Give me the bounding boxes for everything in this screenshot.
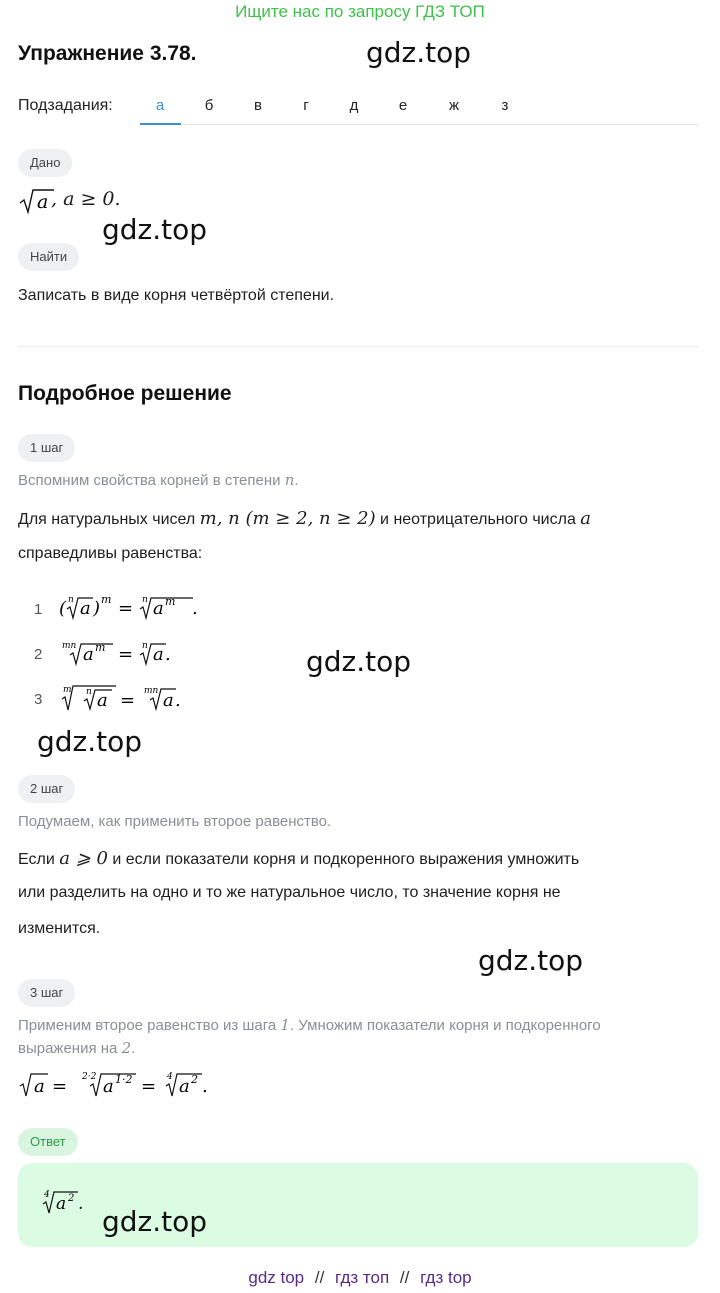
- footer-link-gdz-top-ru[interactable]: гдз топ: [335, 1268, 390, 1287]
- tab-subtask-zh[interactable]: ж: [448, 97, 460, 114]
- watermark: gdz.top: [37, 725, 143, 758]
- equation-3-formula: [58, 680, 218, 718]
- answer-formula-svg: [40, 1186, 100, 1218]
- page-title: Упражнение 3.78.: [18, 42, 197, 65]
- watermark: gdz.top: [102, 1205, 208, 1238]
- answer-formula: [40, 1186, 100, 1223]
- svg-text:=: =: [118, 598, 134, 619]
- tab-subtask-b[interactable]: б: [204, 97, 214, 114]
- step3-hint-a: Применим второе равенство из шага: [18, 1017, 281, 1034]
- tab-subtask-a[interactable]: а: [155, 97, 165, 114]
- tabs-divider: [140, 124, 698, 125]
- step2-text-a: Если: [18, 851, 60, 868]
- equation-number-3: 3: [34, 691, 43, 708]
- step3-hint-line2: [18, 1039, 135, 1057]
- svg-text:.: .: [165, 644, 171, 665]
- equation-1-formula: [58, 590, 218, 626]
- find-chip: Найти: [18, 243, 79, 271]
- svg-text:a: a: [56, 1194, 67, 1214]
- footer-link-gdz-top[interactable]: gdz top: [248, 1268, 305, 1287]
- svg-text:.: .: [192, 598, 198, 619]
- svg-text:): ): [93, 598, 101, 619]
- footer-separator: //: [399, 1268, 410, 1287]
- svg-text:.: .: [202, 1076, 208, 1097]
- svg-text:=: =: [118, 644, 134, 665]
- svg-text:=: =: [52, 1076, 68, 1097]
- step1-hint-var: n: [284, 471, 295, 489]
- svg-text:n: n: [86, 687, 92, 697]
- svg-text:m: m: [165, 595, 176, 608]
- svg-text:=: =: [120, 690, 136, 711]
- svg-text:2·2: 2·2: [82, 1072, 97, 1082]
- svg-text:.: .: [78, 1194, 84, 1214]
- step3-hint2-a: выражения на: [18, 1040, 122, 1057]
- step2-text-math: a ⩾ 0: [59, 848, 108, 869]
- given-formula: [18, 186, 158, 216]
- step2-text-line2: или разделить на одно и то же натуральное число, то значение корня не: [18, 884, 561, 901]
- svg-text:a: a: [153, 598, 164, 619]
- svg-text:a: a: [34, 1076, 45, 1097]
- svg-text:a: a: [80, 598, 91, 619]
- step2-text-line3: изменится.: [18, 920, 101, 937]
- watermark: gdz.top: [306, 645, 412, 678]
- tab-subtask-d[interactable]: д: [349, 97, 359, 114]
- step1-text-math: m, n (m ≥ 2, n ≥ 2): [199, 508, 376, 529]
- subtasks-label: Подзадания:: [18, 97, 113, 114]
- step3-hint2-num: 2: [121, 1039, 132, 1057]
- watermark: gdz.top: [478, 944, 584, 977]
- step2-text-b: и если показатели корня и подкоренного выражения умножить: [107, 851, 580, 868]
- watermark: gdz.top: [366, 36, 472, 69]
- step3-chip: 3 шаг: [18, 979, 75, 1007]
- step3-equation: [18, 1066, 238, 1107]
- given-chip: Дано: [18, 149, 72, 177]
- step1-text-b: и неотрицательного числа: [375, 511, 581, 528]
- footer-link-gdz-top-mixed[interactable]: гдз top: [420, 1268, 472, 1287]
- step3-equation-formula: [18, 1066, 238, 1102]
- svg-text:4: 4: [44, 1190, 50, 1200]
- equation-number-1: 1: [34, 601, 43, 618]
- svg-text:m: m: [63, 685, 72, 695]
- svg-text:.: .: [175, 690, 181, 711]
- step1-text-line2: справедливы равенства:: [18, 545, 203, 562]
- step1-text-a: Для натуральных чисел: [18, 511, 200, 528]
- step1-text-var: a: [580, 508, 592, 529]
- step1-hint: [18, 471, 299, 489]
- svg-text:a: a: [103, 1076, 114, 1097]
- svg-text:m: m: [101, 593, 112, 606]
- svg-text:m: m: [95, 641, 106, 654]
- svg-text:(: (: [59, 598, 67, 619]
- step2-text-line1: [18, 848, 579, 869]
- equation-2: [58, 636, 218, 677]
- tab-subtask-z[interactable]: з: [501, 97, 509, 114]
- svg-text:n: n: [142, 641, 148, 651]
- footer-links: [0, 1268, 720, 1288]
- solution-heading: Подробное решение: [18, 382, 232, 405]
- step3-hint-line1: [18, 1016, 601, 1034]
- watermark: gdz.top: [102, 213, 208, 246]
- given-condition: , a ≥ 0.: [51, 188, 121, 210]
- svg-text:4: 4: [167, 1072, 173, 1082]
- equation-3: [58, 680, 218, 723]
- equation-1: [58, 590, 218, 631]
- svg-text:2: 2: [191, 1073, 198, 1086]
- svg-text:mn: mn: [144, 686, 159, 696]
- active-tab-indicator: [140, 123, 181, 125]
- svg-text:2: 2: [68, 1193, 75, 1204]
- svg-text:n: n: [142, 595, 148, 605]
- search-banner: Ищите нас по запросу ГДЗ ТОП: [235, 2, 485, 21]
- equation-2-formula: [58, 636, 218, 672]
- svg-text:a: a: [163, 690, 174, 711]
- answer-chip: Ответ: [18, 1128, 78, 1156]
- svg-text:a: a: [83, 644, 94, 665]
- svg-text:a: a: [37, 191, 49, 213]
- svg-text:1·2: 1·2: [115, 1073, 133, 1086]
- equation-number-2: 2: [34, 646, 43, 663]
- svg-text:a: a: [179, 1076, 190, 1097]
- tab-subtask-g[interactable]: г: [303, 97, 309, 114]
- svg-text:=: =: [141, 1076, 157, 1097]
- find-text: Записать в виде корня четвёртой степени.: [18, 287, 335, 304]
- tab-subtask-e[interactable]: е: [398, 97, 408, 114]
- step2-hint: Подумаем, как применить второе равенство.: [18, 813, 332, 830]
- step1-hint-suffix: .: [294, 472, 299, 489]
- step1-chip: 1 шаг: [18, 434, 75, 462]
- section-divider: [18, 346, 698, 347]
- svg-text:a: a: [97, 690, 108, 711]
- step3-hint-num: 1: [280, 1016, 290, 1034]
- step2-chip: 2 шаг: [18, 775, 75, 803]
- svg-text:mn: mn: [62, 641, 77, 651]
- step1-hint-text: Вспомним свойства корней в степени: [18, 472, 285, 489]
- step3-hint2-b: .: [131, 1040, 136, 1057]
- svg-text:n: n: [68, 595, 74, 605]
- step1-text-line1: [18, 508, 591, 529]
- tab-subtask-v[interactable]: в: [254, 97, 262, 114]
- step3-hint-b: . Умножим показатели корня и подкоренного: [289, 1017, 601, 1034]
- svg-text:a: a: [153, 644, 164, 665]
- footer-separator: //: [314, 1268, 325, 1287]
